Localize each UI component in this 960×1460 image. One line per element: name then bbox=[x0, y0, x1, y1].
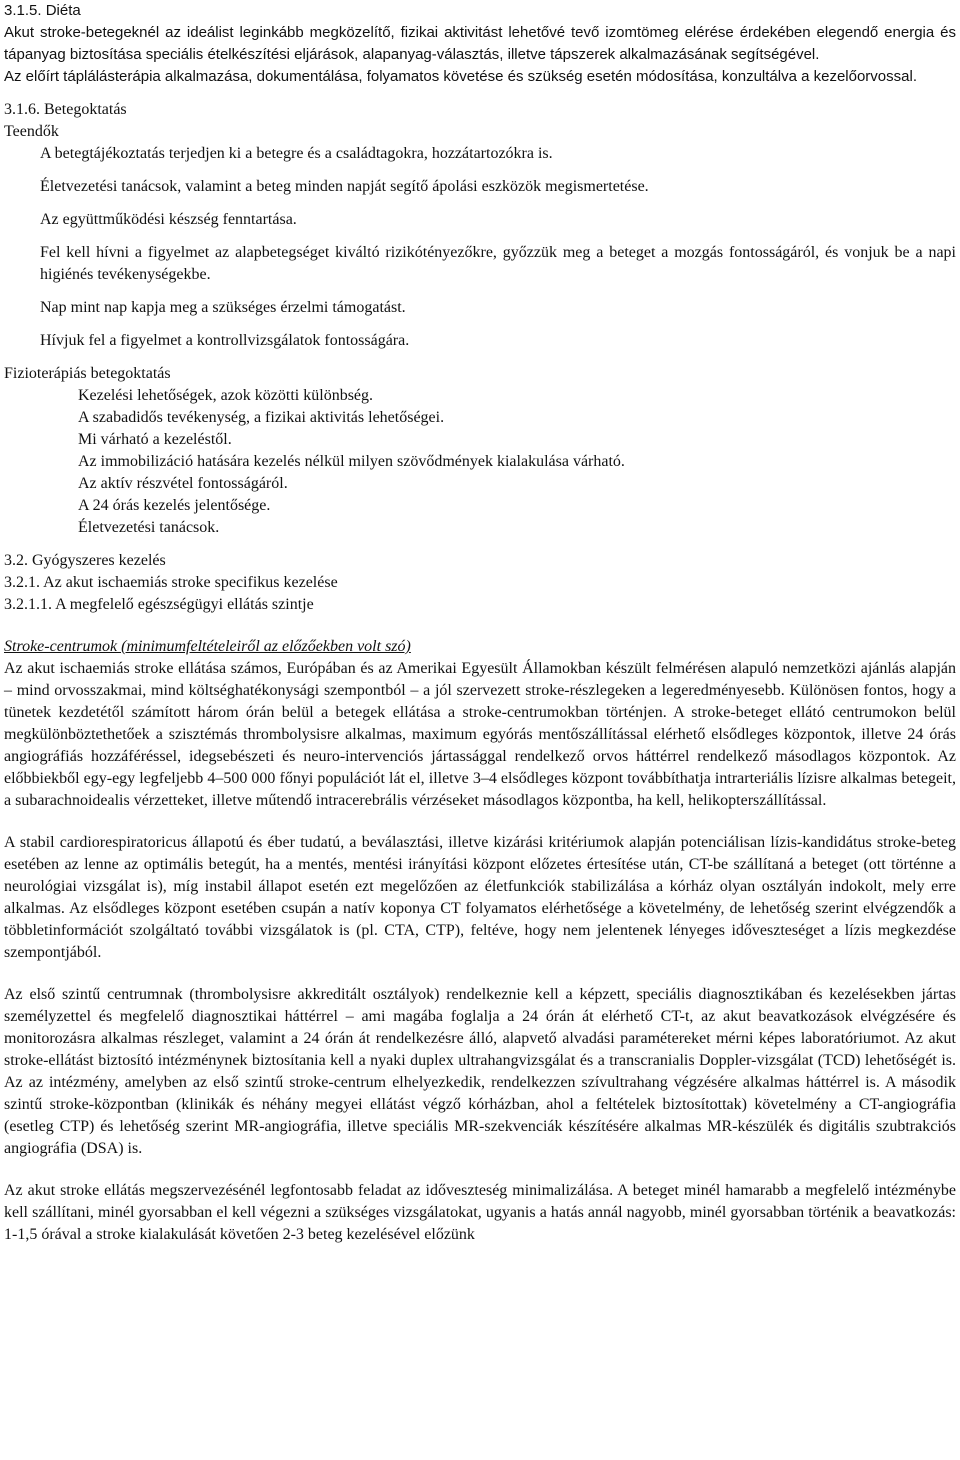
education-item: Hívjuk fel a figyelmet a kontrollvizsgálatok fontosságára. bbox=[40, 332, 410, 349]
spacer bbox=[4, 539, 956, 550]
physiotherapy-item: Életvezetési tanácsok. bbox=[78, 519, 220, 536]
spacer bbox=[4, 231, 956, 242]
section-heading-diet: 3.1.5. Diéta bbox=[4, 2, 81, 19]
education-item: Nap mint nap kapja meg a szükséges érzelmi támogatást. bbox=[40, 299, 406, 316]
spacer bbox=[4, 286, 956, 297]
body-paragraph: Az első szintű centrumnak (thrombolysisre akkreditált osztályok) rendelkeznie kell a képzett, speciális diagnosztikában és kezelésekben jártas személyzettel és megfelelő diagnosztikai háttérrel – ami magába foglalja a 24 órán át elérhető CT-t, az akut beavatkozások elvégzésére és monitorozásra alkalmas részleget, valamint a 24 órán át rendelkezésre álló, alapvető alvadási paramétereket mérni képes laboratóriumot. Az akut stroke-ellátást biztosító intézménynek biztosítania kell a nyaki duplex ultrahangvizsgálat és a transcranialis Doppler-vizsgálat (TCD) lehetőségét is. Az az intézmény, amelyben az első szintű stroke-centrum elhelyezkedik, rendelkezzen szívultrahang végzésére alkalmas háttérrel is. A második szintű stroke-központban (klinikák és néhány megyei ellátást végző kórházban, ahol a feltételek biztosítottak) követelmény a CT-angiográfia (esetleg CTP) és lehetőség szerint MR-angiográfia, illetve speciális MR-szekvenciák készítésére alkalmas MR-készülék és digitális szubtrakciós angiográfia (DSA) is. bbox=[4, 986, 956, 1157]
spacer bbox=[4, 616, 956, 636]
tasks-subheading: Teendők bbox=[4, 123, 59, 140]
spacer bbox=[4, 964, 956, 984]
section-heading-patient-education: 3.1.6. Betegoktatás bbox=[4, 101, 127, 118]
spacer bbox=[4, 352, 956, 363]
body-paragraph: Az akut ischaemiás stroke ellátása számos, Európában és az Amerikai Egyesült Államokban készült felmérésen alapuló nemzetközi ajánlás alapján – mind orvosszakmai, mind költséghatékonysági szempontból – a jól szervezett stroke-részlegeken a legeredményesebb. Különösen fontos, hogy a tünetek kezdetétől számított három órán belül a betegek ellátása a stroke-centrumokban történjen. A stroke-beteget ellátó centrumokon belül megkülönböztethetőek a szisztémás thrombolysisre alkalmas, maximum egyórás mentőszállítással elérhető elsődleges központok, illetve 24 órás angiográfiás hozzáféréssel, idegsebészeti és neuro-intervenciós jártassággal rendelkező orvos háttérrel rendelkező másodlagos központok. Az előbbiekből egy-egy legfeljebb 4–500 000 főnyi populációt lát el, illetve 3–4 elsődleges központ továbbíthatja intrarteriális lízisre alkalmas betegeit, a subarachnoidealis vérzetteket, illetve műtendő intracerebrális vérzéseket másodlagos központba, ha kell, helikopterszállítással. bbox=[4, 660, 956, 809]
subsection-heading: 3.2.1. Az akut ischaemiás stroke specifikus kezelése bbox=[4, 574, 338, 591]
spacer bbox=[4, 88, 956, 99]
physiotherapy-item: A 24 órás kezelés jelentősége. bbox=[78, 497, 271, 514]
body-paragraph: A stabil cardiorespiratoricus állapotú és éber tudatú, a beválasztási, illetve kizárási kritériumok alapján potenciálisan lízis-kandidátus stroke-beteg esetében az lenne az optimális betegút, ha a mentés, mentési irányítási központ előzetes értesítése után, CT-be szállítaná a beteget (ott történne a neurológiai vizsgálat is), míg instabil állapot esetén ezt megelőzően az életfunkciók stabilizálása a kórház olyan osztályán indokolt, mely erre alkalmas. Az elsődleges központ esetében csupán a natív koponya CT folyamatos elérhetősége a követelmény, de lehetőség szerint elvégzendők a többletinformációt szolgáltató további vizsgálatok is (pl. CTA, CTP), feltéve, hogy nem jelentenek lényeges időveszteséget a lízis megkezdése szempontjából. bbox=[4, 834, 956, 961]
physiotherapy-heading: Fizioterápiás betegoktatás bbox=[4, 365, 171, 382]
spacer bbox=[4, 319, 956, 330]
physiotherapy-item: Kezelési lehetőségek, azok közötti különbség. bbox=[78, 387, 374, 404]
spacer bbox=[4, 1160, 956, 1180]
physiotherapy-item: Az immobilizáció hatására kezelés nélkül milyen szövődmények kialakulása várható. bbox=[78, 453, 625, 470]
spacer bbox=[4, 812, 956, 832]
education-item: A betegtájékoztatás terjedjen ki a betegre és a családtagokra, hozzátartozókra is. bbox=[40, 145, 553, 162]
subsubsection-heading: 3.2.1.1. A megfelelő egészségügyi ellátás szintje bbox=[4, 596, 314, 613]
diet-paragraph-2: Az előírt táplálásterápia alkalmazása, dokumentálása, folyamatos követése és szükség esetén módosítása, konzultálva a kezelőorvossal. bbox=[4, 68, 917, 85]
section-heading-drug-treatment: 3.2. Gyógyszeres kezelés bbox=[4, 552, 166, 569]
physiotherapy-item: Mi várható a kezeléstől. bbox=[78, 431, 232, 448]
education-item: Fel kell hívni a figyelmet az alapbetegséget kiváltó rizikótényezőkre, győzzük meg a beteget a mozgás fontosságáról, és vonjuk be a napi higiénés tevékenységekbe. bbox=[40, 244, 956, 283]
education-item: Életvezetési tanácsok, valamint a beteg minden napját segítő ápolási eszközök megismertetése. bbox=[40, 178, 649, 195]
spacer bbox=[4, 165, 956, 176]
physiotherapy-item: A szabadidős tevékenység, a fizikai aktivitás lehetőségei. bbox=[78, 409, 445, 426]
diet-paragraph-1: Akut stroke-betegeknél az ideálist leginkább megközelítő, fizikai aktivitást lehetővé tevő izomtömeg elérése érdekében elegendő energia és tápanyag biztosítása speciális ételkészítési eljárások, alapanyag-választás, illetve tápszerek alkalmazásának segítségével. bbox=[4, 24, 956, 63]
physiotherapy-item: Az aktív részvétel fontosságáról. bbox=[78, 475, 288, 492]
education-item: Az együttműködési készség fenntartása. bbox=[40, 211, 297, 228]
body-paragraph: Az akut stroke ellátás megszervezésénél legfontosabb feladat az időveszteség minimalizálása. A beteget minél hamarabb a megfelelő intézménybe kell szállítani, minél gyorsabban el kell végezni a szükséges vizsgálatokat, ugyanis a hatás annál nagyobb, minél gyorsabban történik a beavatkozás: 1-1,5 órával a stroke kialakulását követően 2-3 beteg kezelésével előzünk bbox=[4, 1182, 956, 1243]
stroke-centres-heading: Stroke-centrumok (minimumfeltételeiről az előzőekben volt szó) bbox=[4, 638, 411, 655]
spacer bbox=[4, 198, 956, 209]
